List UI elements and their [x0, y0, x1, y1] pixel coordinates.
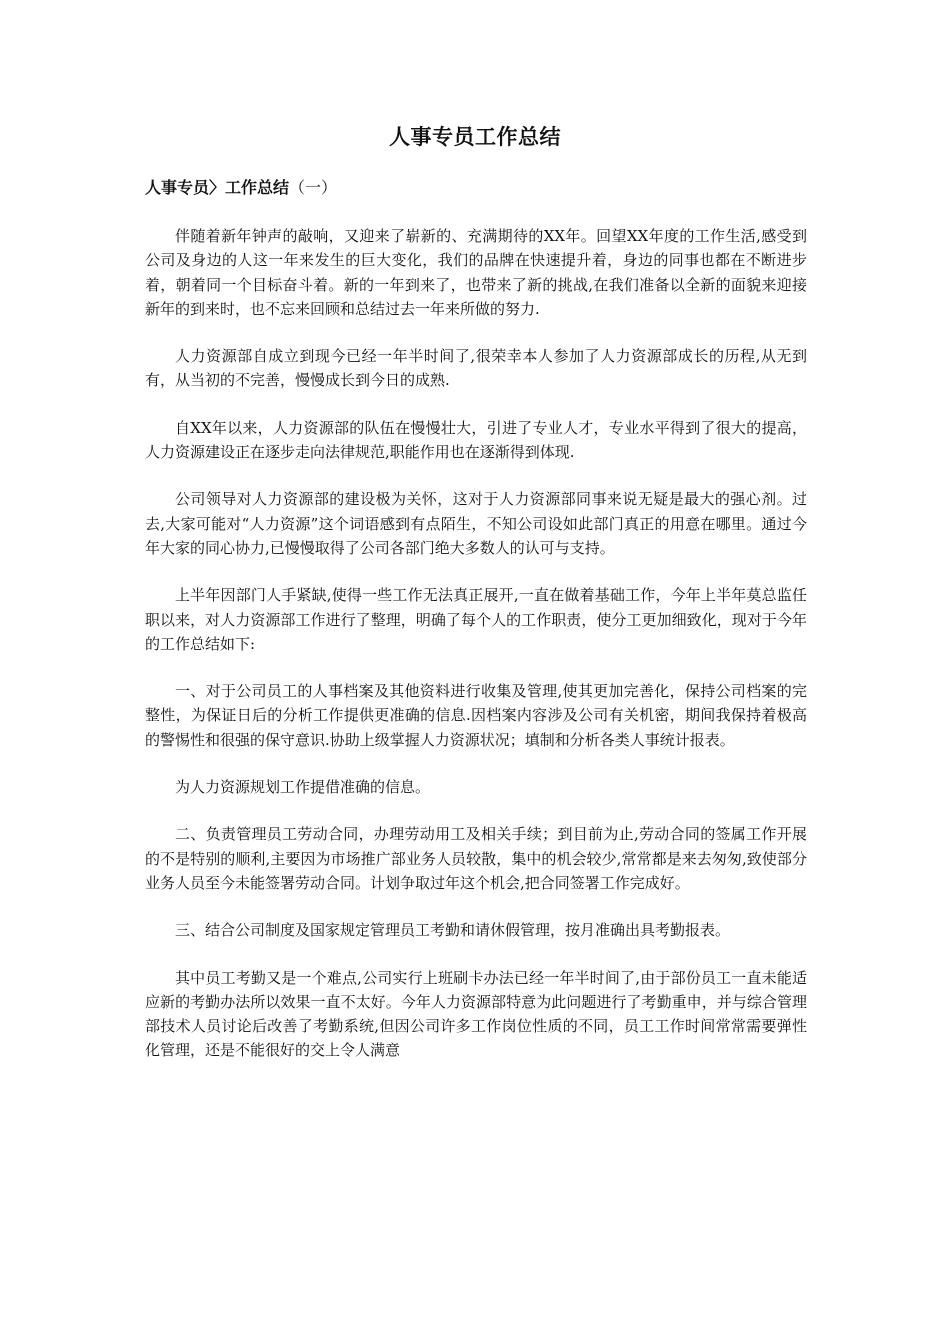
paragraph-intro: 伴随着新年钟声的敲响，又迎来了崭新的、充满期待的XX年。回望XX年度的工作生活,感受到公司及身边的人这一年来发生的巨大变化，我们的品牌在快速提升着，身边的同事也都在不断进步着，朝着同一个目标奋斗着。新的一年到来了，也带来了新的挑战,在我们准备以全新的面貌来迎接新年的到来时，也不忘来回顾和总结过去一年来所做的努力. — [145, 227, 807, 318]
paragraph-item-2-contracts: 二、负责管理员工劳动合同，办理劳动用工及相关手续；到目前为止,劳动合同的签属工作开展的不是特别的顺利,主要因为市场推广部业务人员较散，集中的机会较少,常常都是来去匆匆,致使部分业务人员至今未能签署劳动合同。计划争取过年这个机会,把合同签署工作完成好。 — [145, 825, 807, 892]
paragraph-item-3-attendance: 三、结合公司制度及国家规定管理员工考勤和请休假管理，按月准确出具考勤报表。 — [175, 921, 731, 940]
paragraph-item-1-archives: 一、对于公司员工的人事档案及其他资料进行收集及管理,使其更加完善化，保持公司档案的完整性，为保证日后的分析工作提供更准确的信息.因档案内容涉及公司有关机密，期间我保持着极高的警惕性和很强的保守意识.协助上级掌握人力资源状况；填制和分析各类人事统计报表。 — [145, 682, 807, 749]
document-body — [145, 224, 807, 1086]
paragraph-planning-info: 为人力资源规划工作提借准确的信息。 — [175, 778, 431, 797]
document-title: 人事专员工作总结 — [389, 125, 561, 149]
section-heading-text: 人事专员〉工作总结 — [145, 178, 290, 197]
paragraph-attendance-detail: 其中员工考勤又是一个难点,公司实行上班刷卡办法已经一年半时间了,由于部份员工一直未能适应新的考勤办法所以效果一直不太好。今年人力资源部特意为此问题进行了考勤重申，并与综合管理部技术人员讨论后改善了考勤系统,但因公司许多工作岗位性质的不同，员工工作时间常常需要弹性化管理，还是不能很好的交上令人满意 — [145, 968, 807, 1060]
paragraph-leadership-support: 公司领导对人力资源部的建设极为关怀，这对于人力资源部同事来说无疑是最大的强心剂。过去,大家可能对“人力资源”这个词语感到有点陌生，不知公司设如此部门真正的用意在哪里。通过今年大家的同心协力,已慢慢取得了公司各部门绝大多数人的认可与支持。 — [145, 490, 807, 557]
section-heading-number: （一） — [289, 178, 338, 197]
paragraph-hr-history: 人力资源部自成立到现今已经一年半时间了,很荣幸本人参加了人力资源部成长的历程,从无到有，从当初的不完善，慢慢成长到今日的成熟. — [145, 347, 807, 390]
paragraph-first-half: 上半年因部门人手紧缺,使得一些工作无法真正展开,一直在做着基础工作，今年上半年莫总监任职以来，对人力资源部工作进行了整理，明确了每个人的工作职责，使分工更加细致化，现对于今年的工作总结如下: — [145, 586, 807, 653]
paragraph-team-growth: 自XX年以来，人力资源部的队伍在慢慢壮大，引进了专业人才，专业水平得到了很大的提高，人力资源建设正在逐步走向法律规范,职能作用也在逐渐得到体现. — [145, 418, 807, 462]
section-heading — [145, 176, 337, 200]
